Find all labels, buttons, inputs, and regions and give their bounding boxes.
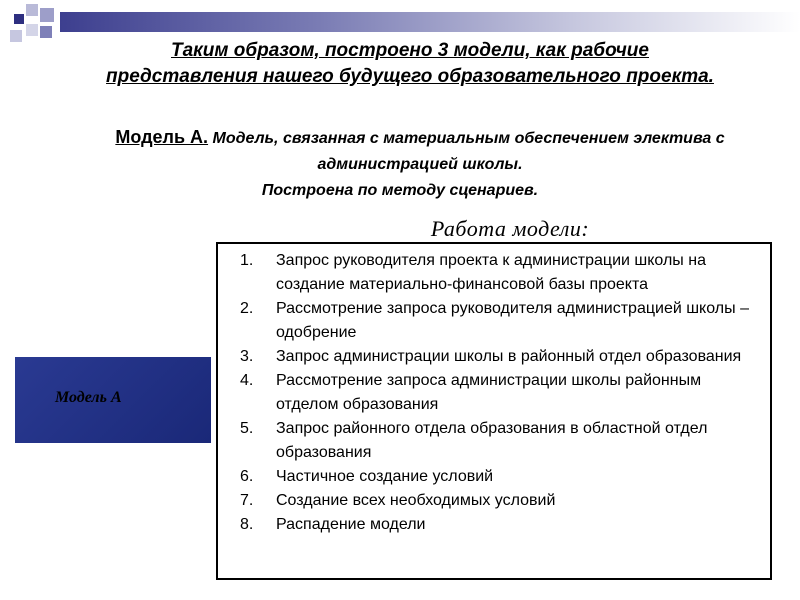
work-title: Работа модели: — [430, 216, 590, 241]
square-decoration — [40, 26, 52, 38]
list-item — [240, 249, 760, 297]
model-name: Модель А. — [115, 127, 209, 147]
step-text: Создание всех необходимых условий — [276, 492, 556, 509]
step-text: Запрос администрации школы в районный отдел образования — [276, 348, 742, 365]
square-decoration — [14, 14, 24, 24]
list-item — [240, 417, 760, 465]
model-description: Модель, связанная с материальным обеспечением электива с администрацией школы. — [212, 130, 725, 173]
header-gradient-bar — [60, 12, 800, 32]
list-item — [240, 465, 760, 489]
step-text: Рассмотрение запроса администрации школы районным отделом образования — [276, 372, 702, 413]
list-item — [240, 345, 760, 369]
steps-list — [240, 249, 760, 537]
list-item — [240, 513, 760, 537]
step-number: 5. — [240, 420, 254, 437]
model-box-label: Модель А — [55, 389, 122, 406]
page-title: Таким образом, построено 3 модели, как рабочие представления нашего будущего образовательного проекта. — [106, 40, 714, 87]
square-decoration — [40, 8, 54, 22]
step-number: 1. — [240, 252, 254, 269]
square-decoration — [26, 4, 38, 16]
steps-box — [216, 242, 772, 580]
list-item — [240, 369, 760, 417]
square-decoration — [26, 24, 38, 36]
step-text: Запрос руководителя проекта к администрации школы на создание материально-финансовой базы проекта — [276, 252, 706, 293]
method-line: Построена по методу сценариев. — [261, 182, 539, 199]
step-number: 7. — [240, 492, 254, 509]
step-number: 2. — [240, 300, 254, 317]
step-number: 3. — [240, 348, 254, 365]
list-item — [240, 489, 760, 513]
square-decoration — [10, 30, 22, 42]
model-box — [15, 357, 211, 443]
step-number: 8. — [240, 516, 254, 533]
list-item — [240, 297, 760, 345]
step-number: 4. — [240, 372, 254, 389]
model-description-line — [70, 124, 770, 178]
step-text: Запрос районного отдела образования в областной отдел образования — [276, 420, 708, 461]
step-number: 6. — [240, 468, 254, 485]
step-text: Распадение модели — [276, 516, 426, 533]
step-text: Рассмотрение запроса руководителя администрацией школы – одобрение — [276, 300, 749, 341]
step-text: Частичное создание условий — [276, 468, 494, 485]
